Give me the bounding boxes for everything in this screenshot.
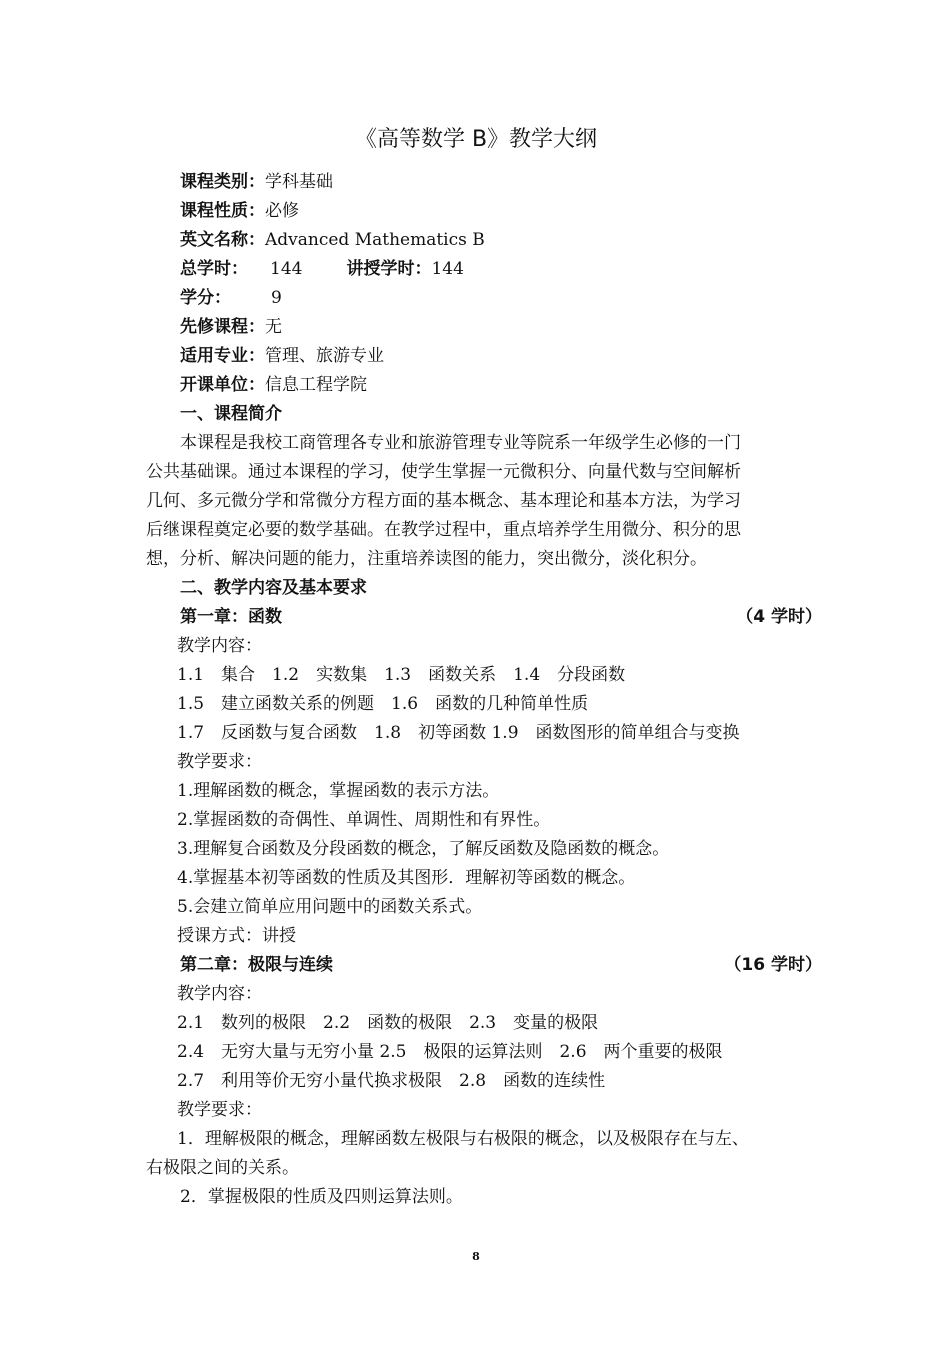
- meta-prereq-label: 先修课程：: [180, 317, 265, 337]
- chapter-1-req-line: 1.理解函数的概念，掌握函数的表示方法。: [177, 781, 500, 801]
- chapter-1-req-line: 2.掌握函数的奇偶性、单调性、周期性和有界性。: [177, 810, 551, 830]
- meta-english-label: 英文名称：: [180, 230, 265, 250]
- meta-lecture-hours-value: 144: [431, 259, 464, 279]
- chapter-2-req-label: 教学要求：: [177, 1100, 262, 1120]
- meta-category-label: 课程类别：: [180, 172, 265, 192]
- chapter-1-title: 第一章：函数: [180, 607, 282, 627]
- chapter-1-req-label: 教学要求：: [177, 752, 262, 772]
- chapter-1-req-line: 4.掌握基本初等函数的性质及其图形．理解初等函数的概念。: [177, 868, 636, 888]
- chapter-2-content-line: 2.1 数列的极限 2.2 函数的极限 2.3 变量的极限: [177, 1013, 599, 1033]
- chapter-1-content-line: 1.7 反函数与复合函数 1.8 初等函数 1.9 函数图形的简单组合与变换: [177, 723, 740, 743]
- meta-lecture-hours-label: 讲授学时：: [346, 259, 432, 279]
- chapter-1-heading: [146, 603, 822, 632]
- chapter-2-hours: （16 学时）: [724, 955, 822, 975]
- meta-majors-value: 管理、旅游专业: [265, 346, 384, 366]
- meta-total-hours-label: 总学时：: [180, 259, 248, 279]
- section-heading-content: 二、教学内容及基本要求: [180, 578, 367, 598]
- meta-hours: [146, 255, 822, 284]
- meta-nature-label: 课程性质：: [180, 201, 265, 221]
- intro-line: 想，分析、解决问题的能力，注重培养读图的能力，突出微分，淡化积分。: [146, 549, 707, 569]
- meta-dept-label: 开课单位：: [180, 375, 265, 395]
- chapter-2-req-line: 1．理解极限的概念，理解函数左极限与右极限的概念，以及极限存在与左、: [177, 1129, 749, 1149]
- meta-department: [146, 371, 822, 400]
- chapter-1-hours: （4 学时）: [736, 607, 822, 627]
- meta-english-name: [146, 226, 822, 255]
- meta-majors: [146, 342, 822, 371]
- meta-prereq-value: 无: [265, 317, 282, 337]
- meta-majors-label: 适用专业：: [180, 346, 265, 366]
- document-body: [146, 168, 822, 1212]
- section-heading-intro: 一、课程简介: [180, 404, 282, 424]
- chapter-1-req-line: 5.会建立简单应用问题中的函数关系式。: [177, 897, 483, 917]
- meta-prerequisite: [146, 313, 822, 342]
- chapter-2-content-line: 2.4 无穷大量与无穷小量 2.5 极限的运算法则 2.6 两个重要的极限: [177, 1042, 723, 1062]
- meta-nature-value: 必修: [265, 201, 299, 221]
- meta-credits: [146, 284, 822, 313]
- chapter-2-title: 第二章：极限与连续: [180, 955, 333, 975]
- chapter-2-content-line: 2.7 利用等价无穷小量代换求极限 2.8 函数的连续性: [177, 1071, 606, 1091]
- chapter-2-req-line: 2．掌握极限的性质及四则运算法则。: [180, 1187, 463, 1207]
- intro-line: 几何、多元微分学和常微分方程方面的基本概念、基本理论和基本方法，为学习: [146, 491, 741, 511]
- meta-credits-value: 9: [271, 288, 282, 308]
- chapter-2-req-line: 右极限之间的关系。: [146, 1158, 299, 1178]
- meta-nature: [146, 197, 822, 226]
- chapter-1-req-line: 3.理解复合函数及分段函数的概念，了解反函数及隐函数的概念。: [177, 839, 670, 859]
- meta-category-value: 学科基础: [265, 172, 333, 192]
- chapter-2-heading: [146, 951, 822, 980]
- chapter-1-content-label: 教学内容：: [177, 636, 262, 656]
- meta-total-hours-value: 144: [270, 259, 303, 279]
- intro-line: 本课程是我校工商管理各专业和旅游管理专业等院系一年级学生必修的一门: [180, 433, 741, 453]
- meta-dept-value: 信息工程学院: [265, 375, 367, 395]
- intro-line: 后继课程奠定必要的数学基础。在教学过程中，重点培养学生用微分、积分的思: [146, 520, 741, 540]
- intro-line: 公共基础课。通过本课程的学习，使学生掌握一元微积分、向量代数与空间解析: [146, 462, 741, 482]
- document-title: 《高等数学 B》教学大纲: [354, 127, 598, 152]
- page-number: 8: [472, 1250, 480, 1263]
- meta-category: [146, 168, 822, 197]
- chapter-1-method: 授课方式：讲授: [177, 926, 296, 946]
- meta-english-value: Advanced Mathematics B: [265, 230, 485, 250]
- chapter-1-content-line: 1.5 建立函数关系的例题 1.6 函数的几种简单性质: [177, 694, 589, 714]
- chapter-2-content-label: 教学内容：: [177, 984, 262, 1004]
- meta-credits-label: 学分：: [180, 288, 231, 308]
- chapter-1-content-line: 1.1 集合 1.2 实数集 1.3 函数关系 1.4 分段函数: [177, 665, 626, 685]
